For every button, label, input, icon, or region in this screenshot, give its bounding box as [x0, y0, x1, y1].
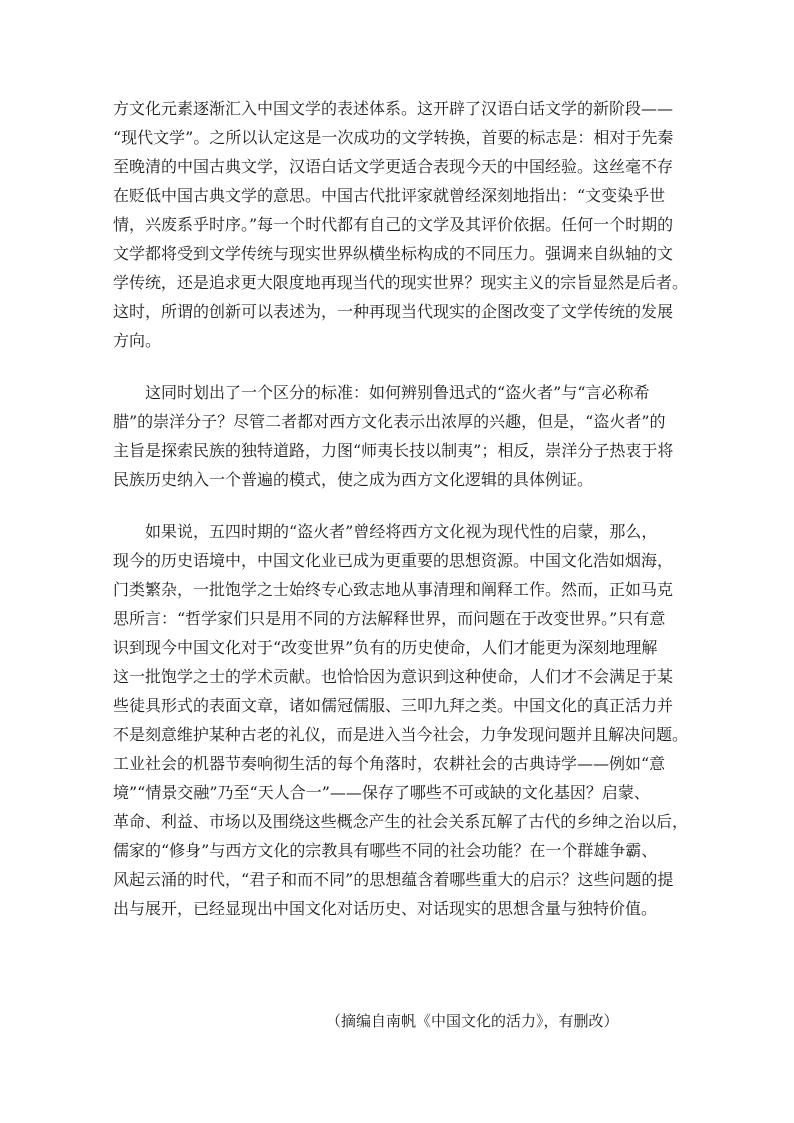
paragraph: [113, 378, 688, 494]
text-line: 思所言：“哲学家们只是用不同的方法解释世界，而问题在于改变世界。”只有意: [113, 609, 666, 628]
text-line: “现代文学”。之所以认定这是一次成功的文学转换，首要的标志是：相对于先秦: [113, 128, 674, 147]
paragraph: [113, 94, 688, 355]
text-line: 这时，所谓的创新可以表述为，一种再现当代现实的企图改变了文学传统的发展: [113, 302, 674, 321]
paragraph-container: [113, 94, 688, 923]
text-line: 情，兴废系乎时序。”每一个时代都有自己的文学及其评价依据。任何一个时期的: [113, 215, 674, 234]
text-line: 至晚清的中国古典文学，汉语白话文学更适合表现今天的中国经验。这丝毫不存: [113, 157, 674, 176]
paragraph: [113, 517, 688, 923]
text-line: 儒家的“修身”与西方文化的宗教具有哪些不同的社会功能？在一个群雄争霸、: [113, 841, 658, 860]
text-line: 方文化元素逐渐汇入中国文学的表述体系。这开辟了汉语白话文学的新阶段——: [113, 99, 674, 118]
text-line: 文学都将受到文学传统与现实世界纵横坐标构成的不同压力。强调来自纵轴的文: [113, 244, 674, 263]
text-line: 出与展开，已经显现出中国文化对话历史、对话现实的思想含量与独特价值。: [113, 899, 658, 918]
text-line: 这同时划出了一个区分的标准：如何辨别鲁迅式的“盗火者”与“言必称希: [145, 383, 650, 402]
paragraph-gap: [113, 355, 688, 378]
text-line: 境”“情景交融”乃至“天人合一”——保存了哪些不可或缺的文化基因？启蒙、: [113, 783, 650, 802]
text-line: 革命、利益、市场以及围绕这些概念产生的社会关系瓦解了古代的乡绅之治以后，: [113, 812, 689, 831]
text-line: 工业社会的机器节奏响彻生活的每个角落时，农耕社会的古典诗学——例如“意: [113, 754, 666, 773]
text-line: 如果说，五四时期的“盗火者”曾经将西方文化视为现代性的启蒙，那么，: [145, 522, 658, 541]
text-line: 在贬低中国古典文学的意思。中国古代批评家就曾经深刻地指出：“文变染乎世: [113, 186, 666, 205]
text-line: 方向。: [113, 331, 162, 350]
text-line: 学传统，还是追求更大限度地再现当代的现实世界？现实主义的宗旨显然是后者。: [113, 273, 689, 292]
text-line: 现今的历史语境中，中国文化业已成为更重要的思想资源。中国文化浩如烟海，: [113, 551, 674, 570]
text-line: 些徒具形式的表面文章，诸如儒冠儒服、三叩九拜之类。中国文化的真正活力并: [113, 696, 674, 715]
text-line: 这一批饱学之士的学术贡献。也恰恰因为意识到这种使命，人们才不会满足于某: [113, 667, 674, 686]
text-line: 识到现今中国文化对于“改变世界”负有的历史使命，人们才能更为深刻地理解: [113, 638, 658, 657]
text-line: 不是刻意维护某种古老的礼仪，而是进入当今社会，力争发现问题并且解决问题。: [113, 725, 689, 744]
text-line: 门类繁杂，一批饱学之士始终专心致志地从事清理和阐释工作。然而，正如马克: [113, 580, 674, 599]
article-body: [113, 94, 688, 923]
paragraph-gap: [113, 494, 688, 517]
text-line: 风起云涌的时代，“君子和而不同”的思想蕴含着哪些重大的启示？这些问题的提: [113, 870, 674, 889]
text-line: 主旨是探索民族的独特道路，力图“师夷长技以制夷”；相反，崇洋分子热衷于将: [113, 441, 674, 460]
text-line: 民族历史纳入一个普遍的模式，使之成为西方文化逻辑的具体例证。: [113, 470, 594, 489]
text-line: 腊”的崇洋分子？尽管二者都对西方文化表示出浓厚的兴趣，但是，“盗火者”的: [113, 412, 666, 431]
source-citation: （摘编自南帆《中国文化的活力》，有删改）: [326, 1012, 619, 1030]
